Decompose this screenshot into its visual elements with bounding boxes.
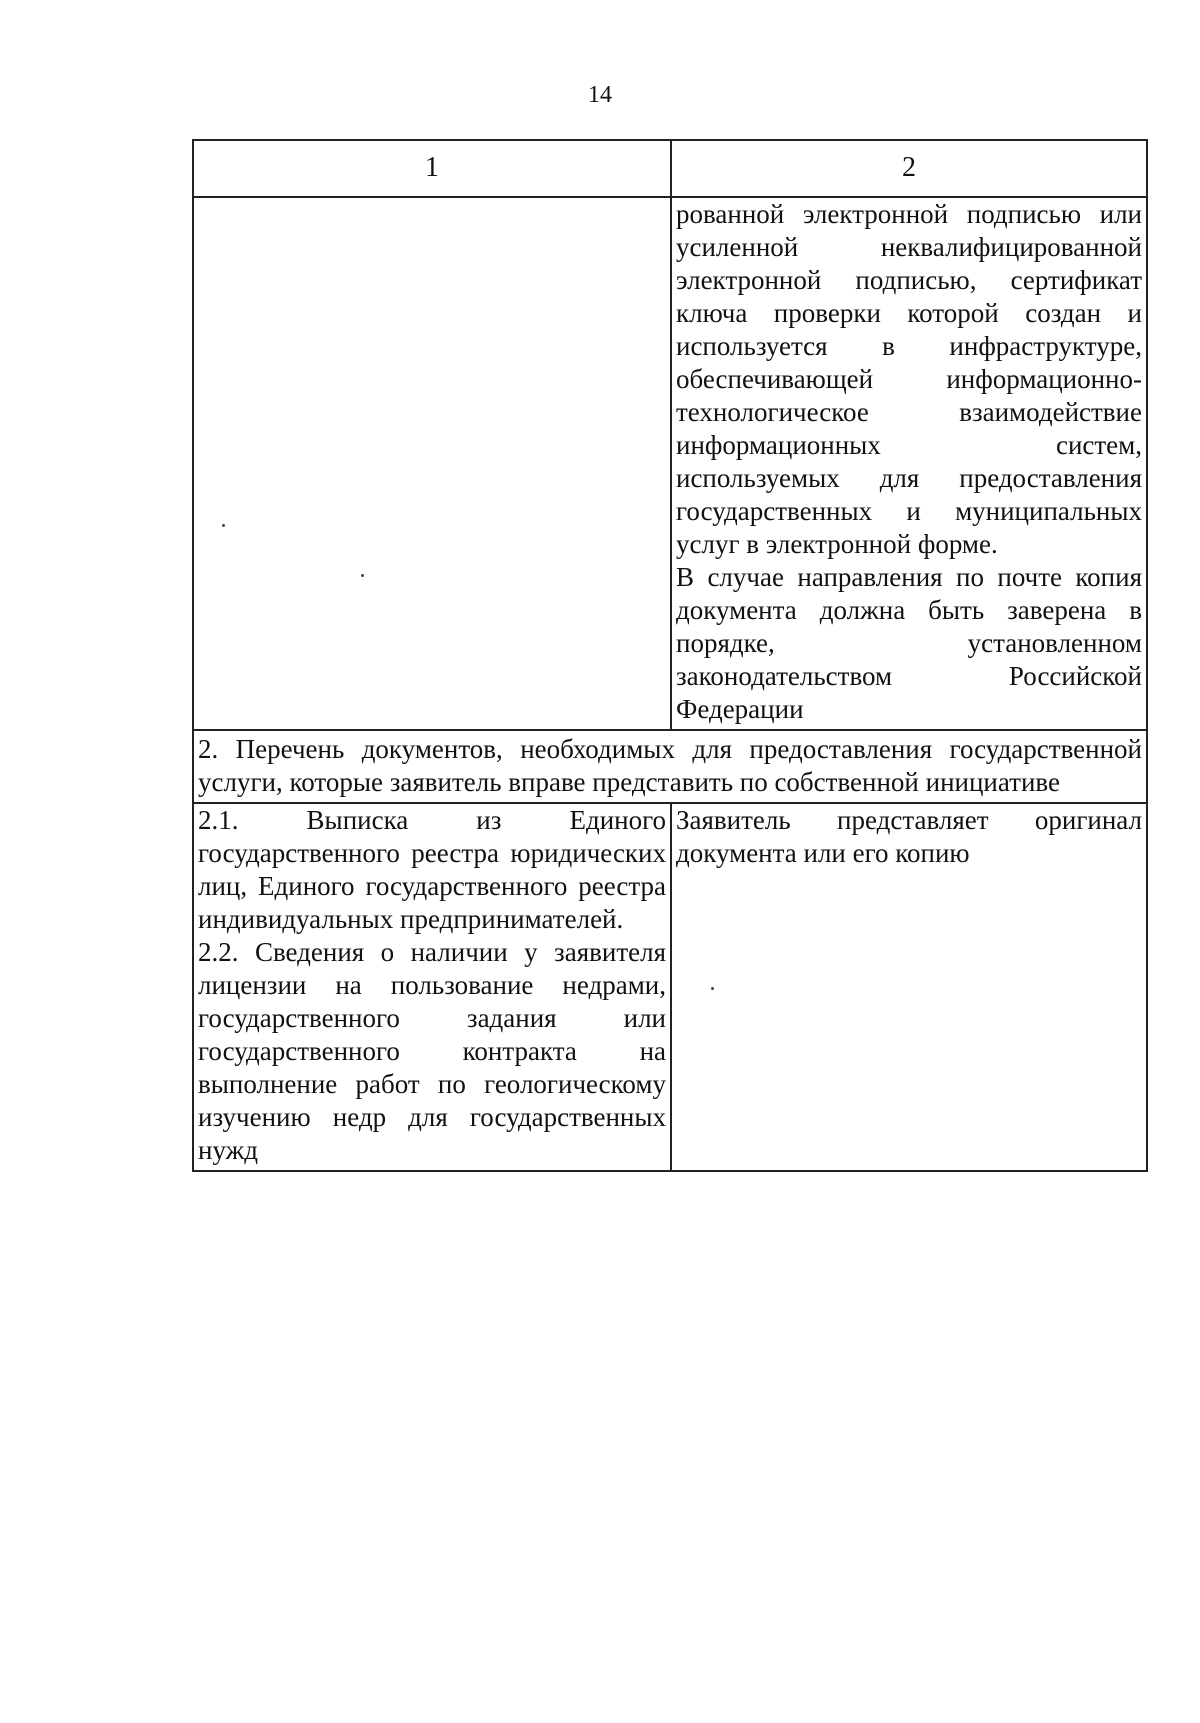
column-header-1: 1	[193, 140, 671, 197]
table-row	[193, 197, 1147, 730]
scan-speck	[711, 987, 714, 990]
table-cell-empty	[193, 197, 671, 730]
scan-speck	[222, 524, 225, 527]
table-cell-documents-list	[193, 803, 671, 1171]
table-cell-applicant-note: Заявитель представляет оригинал документа или его копию	[671, 803, 1147, 1171]
section-heading-row	[193, 730, 1147, 803]
table-cell-signature-text	[671, 197, 1147, 730]
scan-speck	[361, 574, 364, 577]
list-item: 2.2. Сведения о наличии у заявителя лицензии на пользование недрами, государственного задания или государственного контракта на выполнение работ по геологическому изучению недр для государственных нужд	[198, 937, 666, 1165]
documents-table	[192, 139, 1148, 1172]
column-header-2: 2	[671, 140, 1147, 197]
table-row	[193, 803, 1147, 1171]
paragraph-mail-copy: В случае направления по почте копия документа должна быть заверена в порядке, установленном законодательством Российской Федерации	[676, 562, 1142, 724]
table-header-row	[193, 140, 1147, 197]
section-heading: 2. Перечень документов, необходимых для предоставления государственной услуги, которые заявитель вправе представить по собственной инициативе	[193, 730, 1147, 803]
page-number: 14	[588, 82, 612, 108]
paragraph-signature: рованной электронной подписью или усиленной неквалифицированной электронной подписью, сертификат ключа проверки которой создан и используется в инфраструктуре, обеспечивающей информационно-технологическое взаимодействие информационных систем, используемых для предоставления государственных и муниципальных услуг в электронной форме.	[676, 199, 1142, 559]
list-item: 2.1. Выписка из Единого государственного реестра юридических лиц, Единого государственного реестра индивидуальных предпринимателей.	[198, 805, 666, 934]
